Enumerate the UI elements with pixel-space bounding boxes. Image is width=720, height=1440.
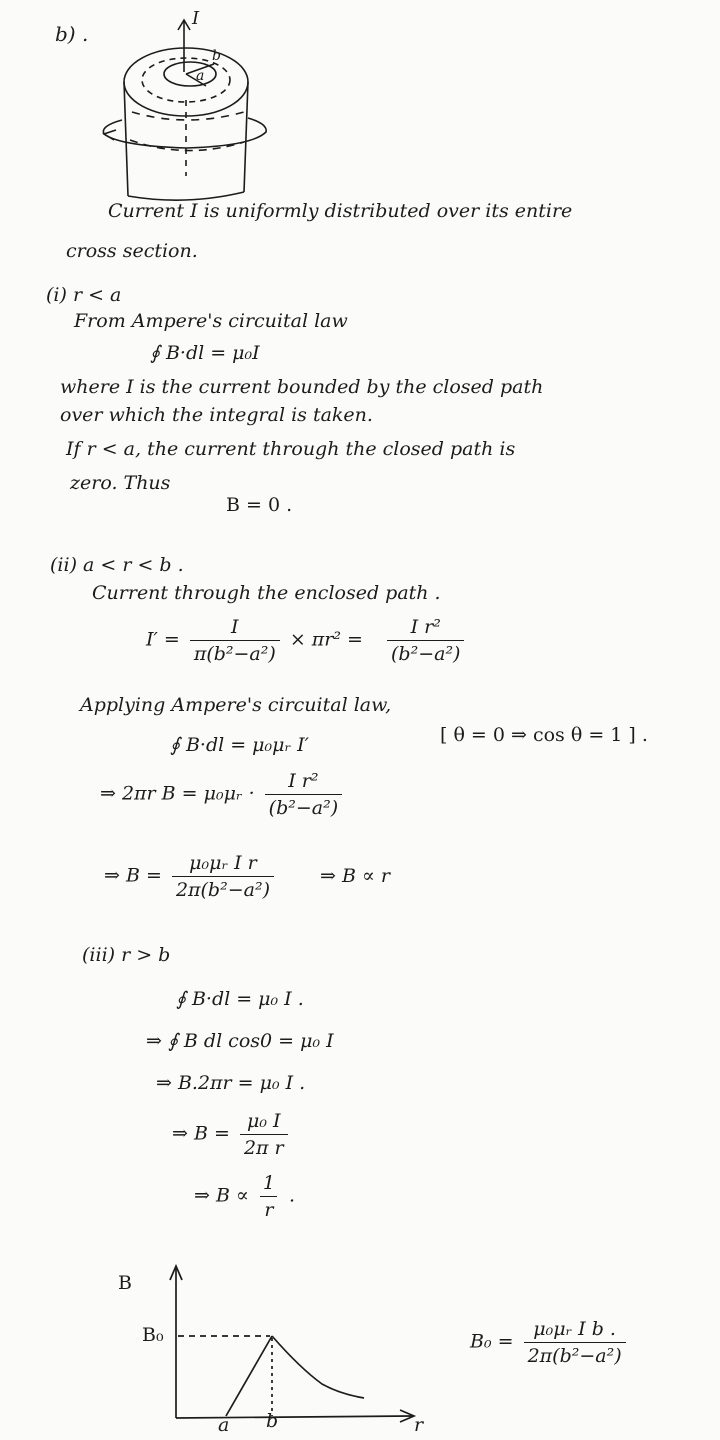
radius-b-label: b xyxy=(212,48,221,64)
case2-eq1-middle: × πr² = xyxy=(289,628,363,651)
case1-line-5: zero. Thus xyxy=(70,472,171,494)
case3-heading: (iii) r > b xyxy=(82,944,171,966)
case3-equation-5 xyxy=(194,1172,295,1221)
case1-line-1: From Ampere's circuital law xyxy=(74,310,348,332)
case2-eq1-numerator: I xyxy=(231,616,239,638)
case2-eq1-denominator-2: (b²−a²) xyxy=(387,640,464,665)
case1-line-2: where I is the current bounded by the closed path xyxy=(60,376,544,398)
case1-line-4: If r < a, the current through the closed path is xyxy=(66,438,516,460)
case3-equation-3: ⇒ B.2πr = μ₀ I . xyxy=(156,1072,306,1094)
case3-eq4-denominator: 2π r xyxy=(240,1134,288,1159)
graph-decay-curve xyxy=(272,1336,364,1398)
case1-line-3: over which the integral is taken. xyxy=(60,404,373,426)
case2-eq1-fraction xyxy=(190,616,280,665)
graph-peak-label: B₀ xyxy=(142,1324,164,1346)
graph-x-axis-label: r xyxy=(414,1414,424,1436)
b0-denominator: 2π(b²−a²) xyxy=(524,1342,626,1367)
case2-condition: [ θ = 0 ⇒ cos θ = 1 ] . xyxy=(440,724,648,746)
case2-eq3-denominator: (b²−a²) xyxy=(265,794,342,819)
case1-heading: (i) r < a xyxy=(46,284,122,306)
case3-eq4-lhs: ⇒ B = xyxy=(172,1122,230,1145)
case2-equation-2: ∮ B·dl = μ₀μᵣ I′ xyxy=(170,734,309,756)
case2-equation-3 xyxy=(100,770,346,819)
case3-eq5-numerator: 1 xyxy=(262,1172,275,1194)
case2-eq1-lhs: I′ = xyxy=(146,628,180,651)
case2-eq3-numerator: I r² xyxy=(288,770,319,792)
case1-result: B = 0 . xyxy=(226,494,293,516)
case2-equation-1 xyxy=(146,616,468,665)
case3-eq5-lhs: ⇒ B ∝ xyxy=(194,1184,249,1207)
case2-eq4-rhs: ⇒ B ∝ r xyxy=(320,864,390,887)
case2-eq3-lhs: ⇒ 2πr B = μ₀μᵣ · xyxy=(100,782,255,805)
graph-x-arrow xyxy=(400,1410,414,1422)
graph-y-axis-label: B xyxy=(118,1272,132,1294)
graph-y-arrow xyxy=(170,1266,182,1280)
case2-eq4-numerator: μ₀μᵣ I r xyxy=(189,852,257,874)
case2-eq4-fraction xyxy=(172,852,274,901)
case3-eq4-fraction xyxy=(240,1110,288,1159)
case2-eq1-numerator-2: I r² xyxy=(410,616,441,638)
graph-tick-b: b xyxy=(266,1410,279,1432)
b0-equation xyxy=(470,1318,630,1367)
case2-eq4-denominator: 2π(b²−a²) xyxy=(172,876,274,901)
b0-lhs: B₀ = xyxy=(470,1330,514,1353)
intro-line-2: cross section. xyxy=(66,240,198,262)
graph-rising-segment xyxy=(226,1336,272,1416)
case1-equation: ∮ B·dl = μ₀I xyxy=(150,342,260,364)
case3-eq4-numerator: μ₀ I xyxy=(247,1110,281,1132)
case2-eq1-denominator: π(b²−a²) xyxy=(190,640,280,665)
case3-equation-1: ∮ B·dl = μ₀ I . xyxy=(176,988,304,1010)
case2-eq4-lhs: ⇒ B = xyxy=(104,864,162,887)
case3-equation-2: ⇒ ∮ B dl cos0 = μ₀ I xyxy=(146,1030,334,1052)
case3-equation-4 xyxy=(172,1110,292,1159)
b0-numerator: μ₀μᵣ I b . xyxy=(533,1318,616,1340)
intro-line-1: Current I is uniformly distributed over its entire xyxy=(108,200,573,222)
case2-eq3-fraction xyxy=(265,770,342,819)
case2-heading: (ii) a < r < b . xyxy=(50,554,184,576)
case3-eq5-tail: . xyxy=(289,1184,296,1207)
graph-x-axis xyxy=(176,1416,412,1418)
case3-eq5-fraction xyxy=(259,1172,279,1221)
part-label: b) . xyxy=(55,22,89,46)
current-label: I xyxy=(192,8,200,29)
case2-line-1: Current through the enclosed path . xyxy=(92,582,441,604)
case3-eq5-denominator: r xyxy=(260,1196,277,1221)
case2-equation-4 xyxy=(104,852,390,901)
radius-a-label: a xyxy=(196,68,205,84)
case2-eq1-fraction-2 xyxy=(387,616,464,665)
case2-line-2: Applying Ampere's circuital law, xyxy=(80,694,392,716)
b0-fraction xyxy=(524,1318,626,1367)
graph-tick-a: a xyxy=(218,1414,230,1436)
